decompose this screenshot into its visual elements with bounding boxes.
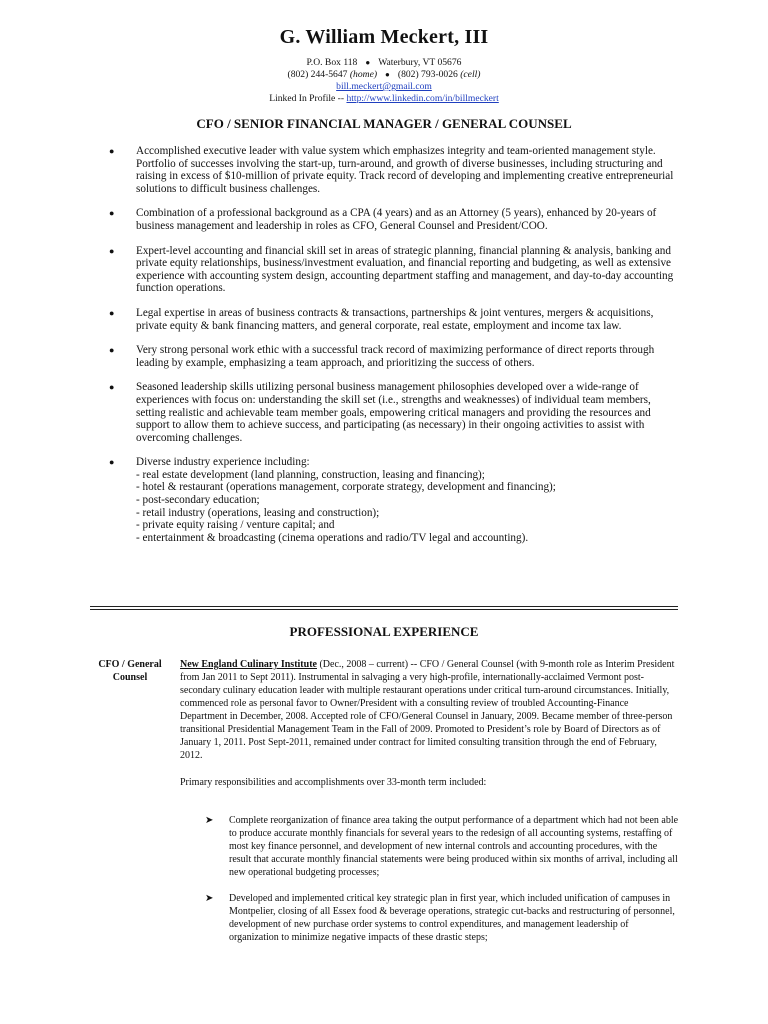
summary-item xyxy=(105,344,675,369)
section-divider-bottom xyxy=(90,609,678,610)
industry-item: - hotel & restaurant (operations management, corporate strategy, development and financing); xyxy=(136,481,556,494)
accomplishment-item xyxy=(205,892,680,944)
bullet-icon: ● xyxy=(109,208,115,219)
job-description xyxy=(180,658,678,762)
home-phone-label: (home) xyxy=(349,69,378,80)
bullet-icon: ● xyxy=(109,245,115,256)
industry-item: - real estate development (land planning, construction, leasing and financing); xyxy=(136,468,485,481)
industry-item: - post-secondary education; xyxy=(136,494,260,507)
industry-item: - retail industry (operations, leasing and construction); xyxy=(136,506,380,519)
section-divider-top xyxy=(90,606,678,607)
industry-intro: Diverse industry experience including: xyxy=(136,456,310,469)
professional-headline: CFO / SENIOR FINANCIAL MANAGER / GENERAL COUNSEL xyxy=(196,116,572,131)
accomplishment-text: Complete reorganization of finance area taking the output performance of a department which had not been able to produce accurate monthly financials for several years to the redesign of all accounting systems, restaffing of most key finance personnel, and development of new internal controls and accounting procedures, with the result that accurate monthly financial statements were being produced within six months of arrival, including all new operational budgeting processes; xyxy=(229,815,679,878)
bullet-icon: ● xyxy=(109,307,115,318)
summary-item xyxy=(105,145,675,195)
arrow-bullet-icon: ➤ xyxy=(205,815,214,826)
phone-line xyxy=(0,69,768,81)
cell-phone: (802) 793-0026 xyxy=(397,69,458,80)
experience-section-title: PROFESSIONAL EXPERIENCE xyxy=(289,624,479,639)
summary-list xyxy=(105,145,675,544)
summary-item xyxy=(105,307,675,332)
accomplishment-item xyxy=(205,814,680,879)
job-entry xyxy=(180,658,678,789)
home-phone: (802) 244-5647 xyxy=(287,69,348,80)
cell-phone-label: (cell) xyxy=(460,69,481,80)
bullet-icon: ● xyxy=(109,146,115,156)
accomplishment-list xyxy=(205,814,680,944)
contact-block xyxy=(0,57,768,105)
po-box: P.O. Box 118 xyxy=(306,57,358,68)
summary-text: Legal expertise in areas of business contracts & transactions, partnerships & joint ventures, mergers & acquisitions, private equity & bank financing matters, and general corporate, real estate, employment and income tax law. xyxy=(136,306,654,332)
city-state-zip: Waterbury, VT 05676 xyxy=(378,57,462,68)
summary-item xyxy=(105,381,675,444)
summary-text: Seasoned leadership skills utilizing personal business management philosophies developed over a wide-range of experiences with focus on: understanding the skill set (i.e., strengths and weaknesses) of individual team members, setting realistic and achievable team member goals, empowering critical managers and providing the resources and support to allow them to achieve success, and participating (as necessary) in their ongoing activities to assist with overcoming challenges. xyxy=(136,381,651,444)
accomplishment-text: Developed and implemented critical key strategic plan in first year, which included unification of campuses in Montpelier, closing of all Essex food & beverage operations, strategic cut-backs and restructuring of personnel, development of new purchase order systems to control expenditures, and management leadership of organization to minimize negative impacts of these drastic steps; xyxy=(229,893,675,943)
address-line xyxy=(0,57,768,69)
linkedin-link[interactable]: http://www.linkedin.com/in/billmeckert xyxy=(346,93,499,104)
summary-item xyxy=(105,456,675,544)
email-line xyxy=(0,81,768,93)
candidate-name: G. William Meckert, III xyxy=(279,26,489,48)
summary-text: Very strong personal work ethic with a successful track record of maximizing performance of direct reports through leading by example, emphasizing a team approach, and prioritizing the success of others. xyxy=(136,344,655,369)
summary-item xyxy=(105,245,675,295)
summary-text: Expert-level accounting and financial skill set in areas of strategic planning, financial planning & analysis, banking and private equity relationships, business/investment evaluation, and financial reporting and budgeting, as well as extensive experience with accounting system design, accounting department staffing and management, and day-to-day accounting function operations. xyxy=(136,244,674,295)
industry-item: - entertainment & broadcasting (cinema operations and radio/TV legal and accounting). xyxy=(136,531,529,544)
bullet-icon: ● xyxy=(109,345,115,356)
bullet-icon: ● xyxy=(109,382,115,393)
bullet-dot-icon: ● xyxy=(385,70,390,79)
job-title xyxy=(90,658,170,684)
job-summary: (Dec., 2008 – current) -- CFO / General Counsel (with 9-month role as Interim President from Jan 2011 to Sept 2011). Instrumental in salvaging a very high-profile, internationally-acclaimed Vermont post-secondary culinary education leader with multiple restaurant operations under critical turn-around circumstances. Initially, commenced role as personal favor to Owner/President with a consulting review of troubled Accounting-Finance Department in December, 2008. Accepted role of CFO/General Counsel in January, 2009. Became member of three-person transitional Presidential Management Team in the Fall of 2009. Promoted to President’s role by Board of Directors as of January 1, 2011. Post Sept-2011, remained under contract for limited consulting transition through the end of February, 2012. xyxy=(180,659,675,761)
job-title-line: Counsel xyxy=(112,672,148,683)
linkedin-line xyxy=(0,93,768,105)
responsibilities-intro: Primary responsibilities and accomplishments over 33-month term included: xyxy=(180,777,487,788)
bullet-icon: ● xyxy=(109,457,115,468)
arrow-bullet-icon: ➤ xyxy=(205,893,214,904)
industry-item: - private equity raising / venture capital; and xyxy=(136,519,335,532)
email-link[interactable]: bill.meckert@gmail.com xyxy=(336,81,432,92)
summary-text: Combination of a professional background as a CPA (4 years) and as an Attorney (5 years), enhanced by 20-years of business management and leadership in roles as CFO, General Counsel and President/COO. xyxy=(136,207,657,232)
bullet-dot-icon: ● xyxy=(365,58,371,67)
summary-text: Accomplished executive leader with value system which emphasizes integrity and team-oriented management style. Portfolio of successes involving the start-up, turn-around, and growth of diverse businesses, including structuring and raising in excess of $10-million of private equity. Track record of developing and implementing creative entrepreneurial solutions to difficult business challenges. xyxy=(136,145,674,195)
company-name: New England Culinary Institute xyxy=(180,659,317,670)
summary-item xyxy=(105,207,675,232)
job-title-line: CFO / General xyxy=(98,659,162,670)
linkedin-label: Linked In Profile -- xyxy=(269,93,347,104)
